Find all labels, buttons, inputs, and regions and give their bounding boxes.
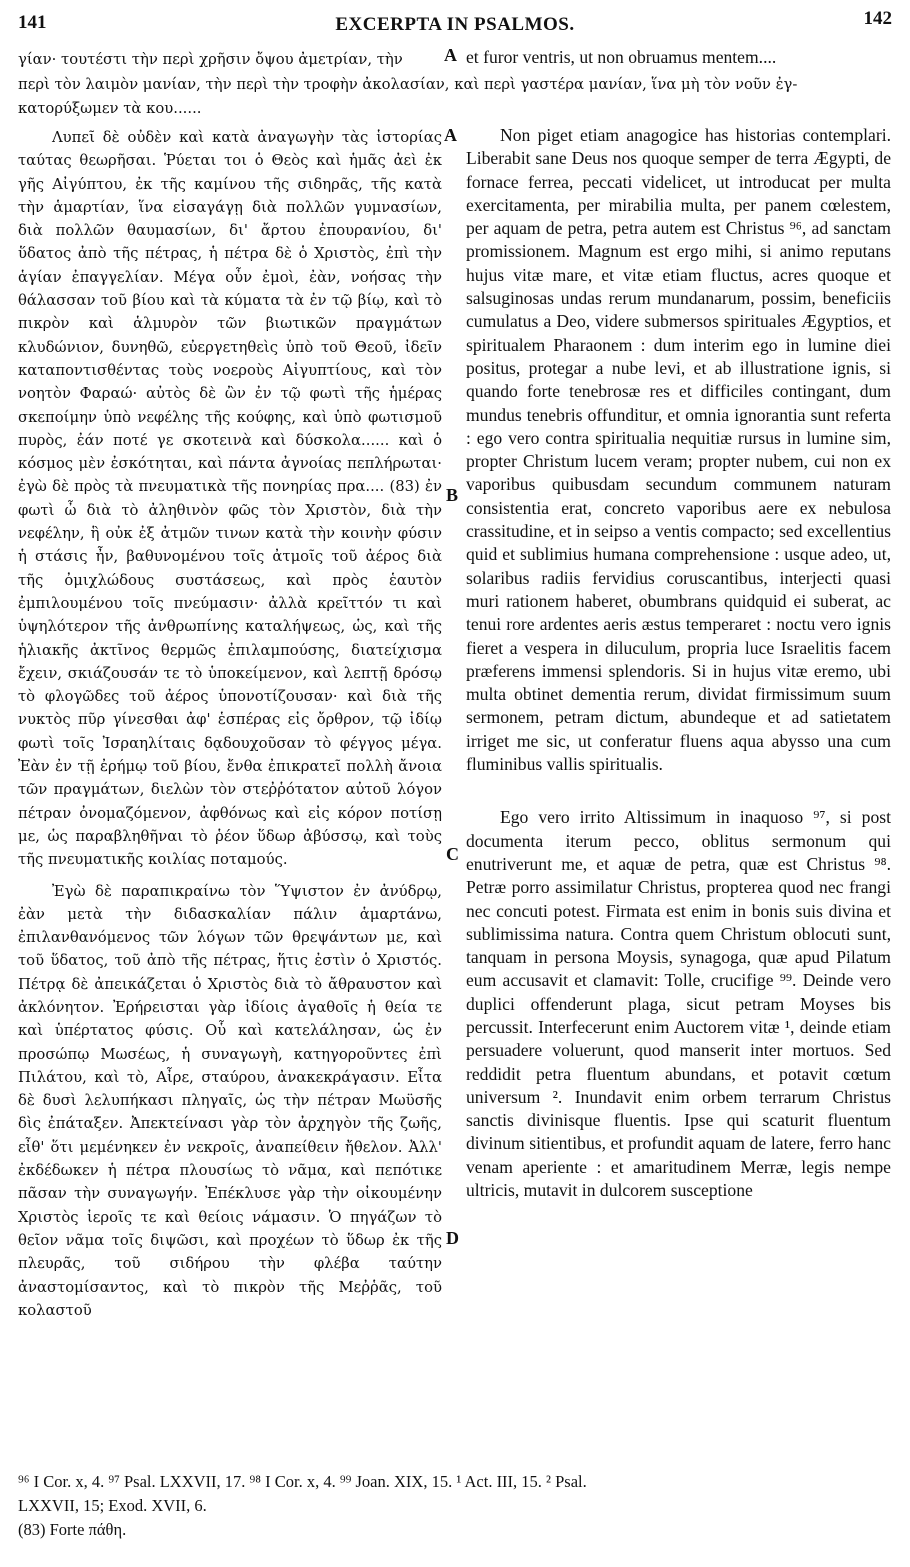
latin-top-line: et furor ventris, ut non obruamus mentem.... [466,47,777,67]
greek-full-line-2: κατορύξωμεν τὰ κου...... [18,100,202,117]
greek-paragraph-2: Ἐγὼ δὲ παραπικραίνω τὸν Ὕψιστον ἐν ἀνύδρῳ, ἐὰν μετὰ τὴν διδασκαλίαν πάλιν ἁμαρτάνω, ἐπιλανθανόμενος τῶν λόγων τῶν θρεψάντων με, καὶ τοῦ ὕδατος, τοῦ ἀπὸ τῆς πέτρας, ἥτις ἐστὶν ὁ Χριστός. Πέτρᾳ δὲ ἀπεικάζεται ὁ Χριστὸς διὰ τὸ ἄθραυστον καὶ ἀκλόνητον. Ἐρήρεισται γὰρ ἰδίοις ἀγαθοῖς ἡ θεία τε καὶ ὑπέρτατος φύσις. Οὗ καὶ κατελάλησαν, ὡς ἐν προσώπῳ Μωσέως, ἡ συναγωγὴ, κατηγοροῦντες ἐπὶ Πιλάτου, καὶ τὸ, Αἶρε, σταύρου, ἀνακεκράγασιν. Εἶτα δὲ δυσὶ λελυπήκασι πληγαῖς, ὡς τὴν πέτραν Μωϋσῆς δὶς ἐπάταξεν. Ἀπεκτείνασι γὰρ τὸν ἀρχηγὸν τῆς ζωῆς, εἶθ' ὅτι μεμένηκεν ἐν νεκροῖς, ἀναπείθειν ἤθελον. Ἀλλ' ἐκδέδωκεν ἡ πέτρα πλουσίως τὸ νᾶμα, καὶ πεπότικε πᾶσαν τὴν συναγωγήν. Ἐπέκλυσε γὰρ τὴν οἰκουμένην Χριστὸς ἱεροῖς τε καὶ θείοις νάμασιν. Ὁ πηγάζων τὸ θεῖον νᾶμα τοῖς διψῶσι, καὶ προχέων τὸ ὕδωρ ἐκ τῆς πλευρᾶς, τοῦ σιδήρου τὴν φλέβα ταύτην ἀναστομίσαντος, καὶ τὸ πικρὸν τῆς Μεῤῥᾶς, τοῦ κολαστοῦ [18,882,442,1319]
greek-top-line: γίαν· τουτέστι τὴν περὶ χρῆσιν ὄψου ἀμετρίαν, τὴν [18,51,403,68]
latin-paragraph-1: Non piget etiam anagogice has historias contemplari. Liberabit sane Deus nos quoque semper de terra Ægypti, de fornace ferrea, peccati videlicet, ut introducat per multa exercitamenta, per mirabilia multa, per panem cœlestem, per aquam de petra, petra autem est Christus ⁹⁶, ad sanctam promissionem. Magnum est ergo mihi, si animo reputans hujus vitæ mare, et vitæ etiam fluctus, acres quoque et salsuginosas undas rerum mundanarum, possim, beneficiis cumulatus a Deo, videre submersos spirituales Ægyptios, et spiritualem Pharaonem : dum interim ego in lumine diei positus, protegar a nube levi, et ab illustratione ignis, si quando forte tenebrosæ res et difficiles contingant, dum mundus tenebris offunditur, et omnia ignorantia sunt referta : ego vero contra spiritualia nequitiæ rursus in lumine sim, propter Christum lucem veram; propter nubem, cui non ex vaporibus quibusdam secundum communem naturam consistentia erat, concreto vaporibus aere ex nebulosa crassitudine, et in seipso a ventis compacto; sed excellentius quid et sublimius humana comprehensione : usque adeo, ut, solaribus radiis fervidius coruscantibus, interjecti quasi muri rationem haberet, obumbrans quidquid ei suberat, ac tenui rore ardentes aeris æstus temperaret : noctu vero ignis fieret a vespera in diluculum, propria luce Israelitis facem præferens immensi splendoris. Si in hujus vitæ eremo, ubi multa obtinet dementia rerum, dividat firmissimum suum sermonem, petram dictum, abundeque et ad satietatem irriget me sic, ut conferatur fluens aqua abysso una cum fluminibus vallis spiritualis. [466,125,891,775]
page-number-left: 141 [18,12,47,33]
margin-letter-a-top: A [444,45,457,65]
running-title: EXCERPTA IN PSALMOS. [335,14,575,35]
greek-paragraph-1: Λυπεῖ δὲ οὐδὲν καὶ κατὰ ἀναγωγὴν τὰς ἱστορίας ταύτας θεωρῆσαι. Ῥύεται τοι ὁ Θεὸς καὶ ἡμᾶς ἀεὶ ἐκ γῆς Αἰγύπτου, ἐκ τῆς καμίνου τῆς σιδηρᾶς, τῆς κατὰ τὴν ἁμαρτίαν, ἵνα εἰσαγάγῃ διὰ πολλῶν γυμνασίων, διὰ πολλῶν θαυμασίων, δι' ἄρτου ἐπουρανίου, δι' ὕδατος ἀπὸ τῆς πέτρας, ἡ πέτρα δὲ ὁ Χριστὸς, ἐπὶ τὴν ἁγίαν ἐπαγγελίαν. Μέγα οὖν ἐμοὶ, ἐὰν, νοήσας τὴν θάλασσαν τοῦ βίου καὶ τὰ κύματα τὰ ἐν τῷ βίῳ, καὶ τὸ πικρὸν καὶ ἁλμυρὸν τῶν βιωτικῶν πραγμάτων κλυδώνιον, δυνηθῶ, εὐεργετηθεὶς ὑπὸ τοῦ Θεοῦ, ἰδεῖν καταποντισθέντας τοὺς νοεροὺς Αἰγυπτίους, καὶ τὸν νοητὸν Φαραώ· αὐτὸς δὲ ὢν ἐν τῷ φωτὶ τῆς ἡμέρας σκεποίμην ὑπὸ νεφέλης τῆς κούφης, καὶ ὑπὸ φωτισμοῦ πυρὸς, ἐάν ποτέ γε σκοτεινὰ καὶ δύσκολα...... καὶ ὁ κόσμος μὲν ἐσκότηται, καὶ πάντα ἀγνοίας πεπλήρωται· ἐγὼ δὲ πρὸς τὰ πνευματικὰ τῆς πονηρίας πρα.... (83) ἐν φωτὶ ὦ διὰ τὸ ἀληθινὸν φῶς τὸν Χριστὸν, διὰ τὴν νεφέλην, ἣ οὐκ ἐξ ἀτμῶν τινων κατὰ τὴν κοινὴν φύσιν ἡ στάσις ἦν, βαθυνομένου τοῖς ἀτμοῖς τοῦ ἀέρος διὰ τῆς ὀμιχλώδους συστάσεως, καὶ πρὸς ἑαυτὸν ἐμπιλουμένου τοῖς πνεύμασιν· ἀλλὰ κρεῖττόν τι καὶ ὑψηλότερον τῆς ἀνθρωπίνης καταλήψεως, ὡς, καὶ τῆς ἡλιακῆς ἀκτῖνος θερμῶς ἐπιλαμπούσης, διατείχισμα ἔχειν, σκιάζουσάν τε τὸ ὑποκείμενον, καὶ λεπτῇ δρόσῳ τὸ φλογῶδες τοῦ ἀέρος ὑπονοτίζουσαν· καὶ διὰ τῆς νυκτὸς πῦρ γίνεσθαι ἀφ' ἑσπέρας εἰς ὄρθρον, τῷ ἰδίῳ φωτὶ τοῖς Ἰσραηλίταις δᾳδουχοῦσαν τὸ φέγγος μέγα. Ἐὰν ἐν τῇ ἐρήμῳ τοῦ βίου, ἔνθα ἐπικρατεῖ πολλὴ ἄνοια τῶν πραγμάτων, διελὼν τὸν στεῤῥότατον αὐτοῦ λόγον πέτραν ὀνομαζόμενον, ἀφθόνως καὶ εἰς κόρον ποτίσῃ με, ὡς παραβληθῆναι τὸ ῥέον ὕδωρ ἀβύσσῳ, καὶ τοὺς τῆς πνευματικῆς κοιλίας ποταμούς. [18,129,442,869]
latin-column [466,124,891,1202]
footnotes [18,1470,890,1542]
page-number-right: 142 [863,8,892,29]
footnote-line-2: LXXVII, 15; Exod. XVII, 6. [18,1496,207,1515]
margin-letter-d: D [446,1228,459,1248]
footnote-line-3: (83) Forte πάθη. [18,1520,127,1539]
greek-column [18,126,442,1322]
margin-letter-a: A [444,125,457,145]
margin-letter-b: B [446,485,459,505]
footnote-line-1: ⁹⁶ I Cor. x, 4. ⁹⁷ Psal. LXXVII, 17. ⁹⁸ I Cor. x, 4. ⁹⁹ Joan. XIX, 15. ¹ Act. III, 15. ² Psal. [18,1472,587,1491]
margin-letter-c: C [446,844,459,864]
latin-paragraph-2: Ego vero irrito Altissimum in inaquoso ⁹⁷, si post documenta iterum pecco, oblitus sermonum qui enutriverunt me, et aquæ de petra, quæ est Christus ⁹⁸. Petræ porro assimilatur Christus, propterea quod nec frangi nec concuti potest. Firmata est enim in bonis suis divina et sublimissima natura. Contra quem Christum oblocuti sunt, tanquam in persona Moysis, synagoga, quæ apud Pilatum eum accusavit et clamavit: Tolle, crucifige ⁹⁹. Deinde vero duplici offenderunt plaga, sicut petram Moyses bis percussit. Interfecerunt enim Auctorem vitæ ¹, deinde etiam persuadere voluerunt, quod manserit inter mortuos. Sed reddidit petra fluentum abundans, et potavit cœtum universum ². Inundavit enim orbem terrarum Christus sanctis divinisque fluentis. Ipse qui scaturit fluentum divinum sitientibus, et profundit aquam de latere, ferro hanc venam aperiente : et amaritudinem Merræ, legis nempe ultricis, mutavit in dulcorem susceptione [466,807,891,1201]
greek-full-line-1: περὶ τὸν λαιμὸν μανίαν, τὴν περὶ τὴν τροφὴν ἀκολασίαν, καὶ περὶ γαστέρα μανίαν, ἵνα μὴ τὸν νοῦν ἐγ- [18,76,798,93]
page-header [0,8,910,38]
